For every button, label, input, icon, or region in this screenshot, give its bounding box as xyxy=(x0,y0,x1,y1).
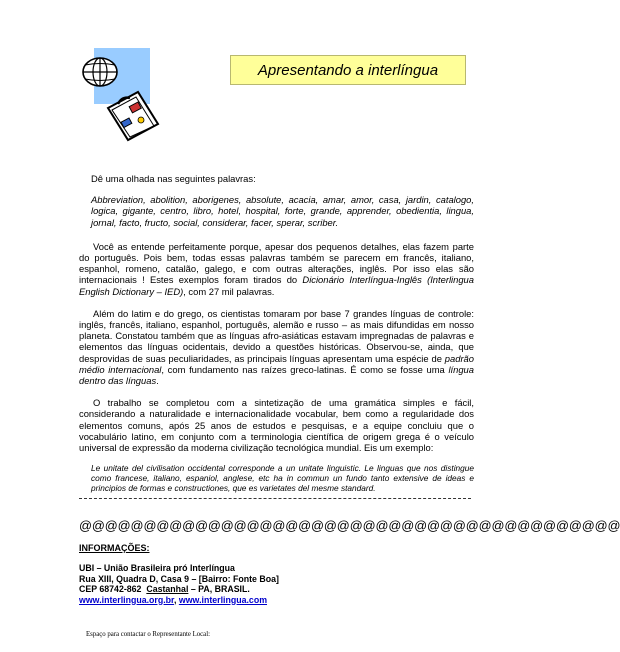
paragraph-1-text: Você as entende perfeitamente porque, apesar dos pequenos detalhes, elas fazem parte do português. Pois bem, todas essas palavras também se parecem em francês, italiano, espanhol, romeno, catalão, galego, e com outras alterações, inglês. Por isso elas são internacionais ! Estes exemplos foram tirados do xyxy=(79,240,474,286)
paragraph-3: O trabalho se completou com a sintetização de uma gramática simples e fácil, considerando a naturalidade e internacionalidade vocabular, bem como a regularidade dos elementos comuns, após 25 anos de estudos e pesquisas, e a equipe concluiu que o vocabulário latino, em conjunto com a terminologia científica de origem grega é o veículo universal de expressão da moderna civilização tecnológica mundial. Eis um exemplo: xyxy=(79,397,474,454)
state-country: – PA, BRASIL. xyxy=(190,584,250,594)
paragraph-2-tail: . xyxy=(156,375,159,387)
intro-text: Dê uma olhada nas seguintes palavras: xyxy=(91,173,256,184)
travel-clipart xyxy=(78,42,168,142)
contact-info xyxy=(79,563,279,605)
article-body xyxy=(79,173,474,499)
example-word-list: Abbreviation, abolition, aborigenes, absolute, acacia, amar, amor, casa, jardin, catalogo, logica, gigante, centro, libro, hotel, hospital, forte, grande, apprender, obedientia, lingua, jornal, facto, fructo, social, considerar, facer, sperar, scriber. xyxy=(91,194,474,228)
website-link-2[interactable]: www.interlingua.com xyxy=(178,594,268,605)
city-name: Castanhal xyxy=(146,584,189,594)
paragraph-1-tail: , com 27 mil palavras. xyxy=(183,285,275,297)
org-name: UBI – União Brasileira pró Interlíngua xyxy=(79,563,235,573)
links-line xyxy=(79,595,279,606)
website-link-1[interactable]: www.interlingua.org.br xyxy=(79,594,174,605)
latin-example-quote: Le unitate del civilisation occidental corresponde a un unitate linguistic. Le linguas que nos distingue como francese, italiano, espaniol, anglese, etc ha in commun un fundo tanto extensive de ideas e principios de formas e constructiones, que es varietates del mesme standard. xyxy=(91,463,474,494)
paragraph-2 xyxy=(79,308,474,386)
paragraph-2-mid: , com fundamento nas raízes greco-latinas. É como se fosse uma xyxy=(161,363,449,375)
quote-divider xyxy=(79,498,471,499)
local-representative-label: Espaço para contactar o Representante Local: xyxy=(86,631,210,638)
link-separator: , xyxy=(173,594,179,605)
title-banner xyxy=(230,55,466,85)
dictionary-title: Dicionário Interlíngua-Inglês (Interlingua English Dictionary – IED) xyxy=(79,274,474,297)
paragraph-1 xyxy=(79,241,474,297)
paragraph-2-emphasis-1: padrão médio internacional xyxy=(79,352,474,375)
paragraph-2-text: Além do latim e do grego, os cientistas tomaram por base 7 grandes línguas de controle: inglês, francês, italiano, espanhol, português, alemão e russo – as mais difundidas em nosso planeta. Constatou também que as línguas afro-asiáticas estavam impregnadas de palavras e elementos das línguas ocidentais, devido a questões históricas. Observou-se, ainda, que desprovidas de suas peculiaridades, as principais línguas apresentam uma espécie de xyxy=(79,307,474,364)
address-line: Rua XIII, Quadra D, Casa 9 – [Bairro: Fonte Boa] xyxy=(79,573,279,584)
globe-icon xyxy=(83,58,117,86)
paragraph-2-emphasis-2: língua dentro das línguas xyxy=(79,363,474,387)
info-heading: INFORMAÇÕES: xyxy=(79,543,150,553)
at-sign-separator: @@@@@@@@@@@@@@@@@@@@@@@@@@@@@@@@@@@@@@@@@@ xyxy=(79,518,620,533)
postal-line xyxy=(79,584,279,595)
page-title: Apresentando a interlíngua xyxy=(257,61,439,79)
postal-code: CEP 68742-862 xyxy=(79,584,142,594)
